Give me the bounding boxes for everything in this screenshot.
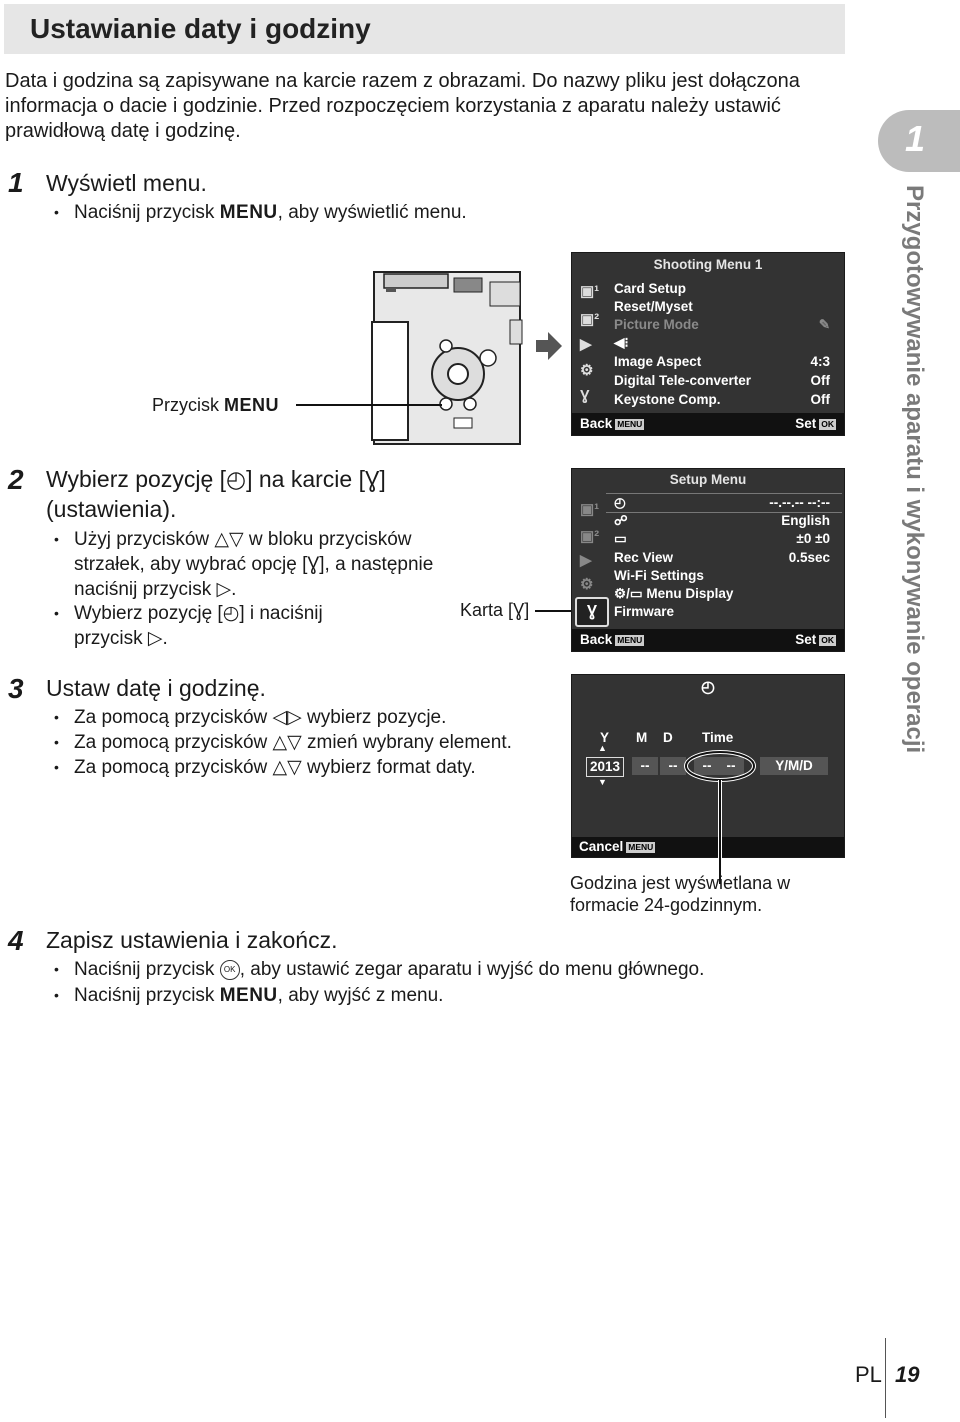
step-1-title: Wyświetl menu.: [46, 170, 207, 196]
image-quality-icon[interactable]: ◀⁝: [614, 335, 629, 350]
menu-item-firmware[interactable]: Firmware: [614, 604, 675, 619]
step-3-number: 3: [8, 673, 24, 704]
day-field[interactable]: --: [660, 757, 686, 775]
digital-tele-value: Off: [810, 373, 830, 388]
camera-back-illustration: [370, 262, 530, 448]
date-format-field[interactable]: Y/M/D: [760, 757, 828, 775]
step-3-bullet-3: • Za pomocą przycisków △▽ wybierz format daty.: [74, 755, 476, 780]
step-4-title: Zapisz ustawienia i zakończ.: [46, 927, 338, 953]
karta-callout: Karta [Ɣ]: [460, 600, 530, 620]
menu-item-rec-view[interactable]: Rec View: [614, 550, 674, 565]
camera-2-tab-icon: ▣²: [580, 528, 600, 545]
custom-menu-icon: ⚙/▭: [614, 586, 647, 601]
page-number: 19: [895, 1362, 920, 1387]
screen-footer: [572, 629, 844, 651]
setup-tab-icon-selected[interactable]: Ɣ: [575, 597, 609, 627]
setup-menu-screen: [571, 468, 845, 652]
step-4-bullet-1: • Naciśnij przycisk OK , aby ustawić zegar aparatu i wyjść do menu głównego.: [74, 957, 704, 982]
wrench-icon: Ɣ: [364, 466, 380, 492]
cancel-button[interactable]: Cancel MENU: [579, 839, 654, 854]
menu-button-callout: Przycisk MENU: [152, 395, 279, 415]
ok-button-icon: OK: [220, 960, 240, 980]
custom-tab-icon: ⚙: [580, 362, 594, 379]
playback-tab-icon: ▶: [580, 336, 592, 353]
playback-tab-icon: ▶: [580, 552, 592, 569]
chevron-down-icon[interactable]: ▼: [598, 777, 607, 787]
set-button[interactable]: Set OK: [795, 416, 834, 431]
picture-mode-icon: ✎: [818, 317, 830, 332]
step-3-title: Ustaw datę i godzinę.: [46, 675, 266, 701]
date-time-value: --.--.-- --:--: [769, 495, 830, 510]
camera-2-tab-icon: ▣²: [580, 311, 600, 328]
menu-button-leader-line: [296, 404, 442, 406]
image-aspect-value: 4:3: [810, 354, 830, 369]
step-2-number: 2: [8, 464, 24, 495]
column-label-time: Time: [702, 730, 734, 745]
step-4-bullet-2: • Naciśnij przycisk MENU, aby wyjść z menu.: [74, 983, 443, 1008]
time-highlight-ellipse: [682, 748, 758, 888]
back-button[interactable]: Back MENU: [580, 416, 643, 431]
clock-icon: ◴: [222, 603, 240, 624]
minute-field[interactable]: --: [718, 757, 744, 775]
footer-lang: PL: [855, 1362, 882, 1387]
setup-tab-icon: Ɣ: [580, 387, 590, 404]
clock-format-note: Godzina jest wyświetlana w formacie 24-godzinnym.: [570, 873, 791, 915]
step-2-bullet-2: • Wybierz pozycję [◴] i naciśnij przycisk ▷.: [74, 601, 364, 651]
menu-item-keystone[interactable]: Keystone Comp.: [614, 392, 721, 407]
intro-paragraph: Data i godzina są zapisywane na karcie razem z obrazami. Do nazwy pliku jest dołączona informacja o dacie i godzinie. Przed rozpoczęciem korzystania z aparatu należy ustawić prawidłową datę i godzinę.: [5, 70, 800, 142]
chevron-up-icon[interactable]: ▲: [598, 743, 607, 753]
screen-header: Setup Menu: [669, 472, 747, 487]
language-value: English: [781, 513, 830, 528]
screen-footer: [572, 413, 844, 435]
menu-item-wifi-settings[interactable]: Wi-Fi Settings: [614, 568, 704, 583]
screen-header: Shooting Menu 1: [653, 257, 763, 272]
custom-tab-icon: ⚙: [580, 576, 594, 593]
shooting-menu-screen: [571, 252, 845, 436]
menu-item-card-setup[interactable]: Card Setup: [614, 281, 687, 296]
chapter-number: 1: [905, 118, 926, 159]
step-3-bullet-1: • Za pomocą przycisków ◁▷ wybierz pozycje.: [74, 705, 446, 730]
monitor-adjust-value: ±0 ±0: [796, 531, 830, 546]
wrench-icon: Ɣ: [307, 554, 320, 575]
back-button[interactable]: Back MENU: [580, 632, 643, 647]
step-2-bullet-1: • Użyj przycisków △▽ w bloku przycisków strzałek, aby wybrać opcję [Ɣ], a następnie naciśnij przycisk ▷.: [74, 527, 444, 602]
chapter-title-vertical: Przygotowywanie aparatu i wykonywanie operacji: [901, 185, 928, 754]
column-label-month: M: [636, 730, 648, 745]
step-1-bullet: • Naciśnij przycisk MENU, aby wyświetlić menu.: [74, 200, 467, 225]
step-1-number: 1: [8, 167, 24, 198]
step-4-number: 4: [8, 925, 24, 956]
menu-item-image-aspect[interactable]: Image Aspect: [614, 354, 702, 369]
language-icon[interactable]: ☍: [614, 513, 628, 528]
column-label-year: Y: [600, 730, 610, 745]
clock-icon: ◴: [701, 679, 715, 696]
footer-divider: [885, 1338, 886, 1418]
wrench-icon: Ɣ: [513, 600, 525, 620]
menu-item-menu-display[interactable]: ⚙/▭ Menu Display: [614, 586, 734, 601]
keystone-value: Off: [810, 392, 830, 407]
column-label-day: D: [663, 730, 673, 745]
karta-leader-line: [535, 610, 571, 612]
camera-1-tab-icon: ▣¹: [580, 283, 600, 300]
menu-item-picture-mode[interactable]: Picture Mode: [614, 317, 699, 332]
clock-icon: ◴: [226, 466, 247, 492]
month-field[interactable]: --: [632, 757, 658, 775]
menu-item-reset-myset[interactable]: Reset/Myset: [614, 299, 693, 314]
step-2-title: Wybierz pozycję [◴] na karcie [Ɣ] (ustawienia).: [46, 466, 386, 522]
rec-view-value: 0.5sec: [788, 550, 830, 565]
set-button[interactable]: Set OK: [795, 632, 834, 647]
hour-field[interactable]: --: [694, 757, 720, 775]
monitor-adjust-icon[interactable]: ▭: [614, 531, 627, 546]
arrow-right-icon: [536, 332, 564, 360]
camera-1-tab-icon: ▣¹: [580, 501, 600, 518]
clock-icon[interactable]: ◴: [614, 495, 626, 510]
step-3-bullet-2: • Za pomocą przycisków △▽ zmień wybrany element.: [74, 730, 512, 755]
menu-item-digital-tele[interactable]: Digital Tele-converter: [614, 373, 752, 388]
page-title: Ustawianie daty i godziny: [30, 13, 371, 44]
year-field[interactable]: 2013: [586, 757, 624, 777]
